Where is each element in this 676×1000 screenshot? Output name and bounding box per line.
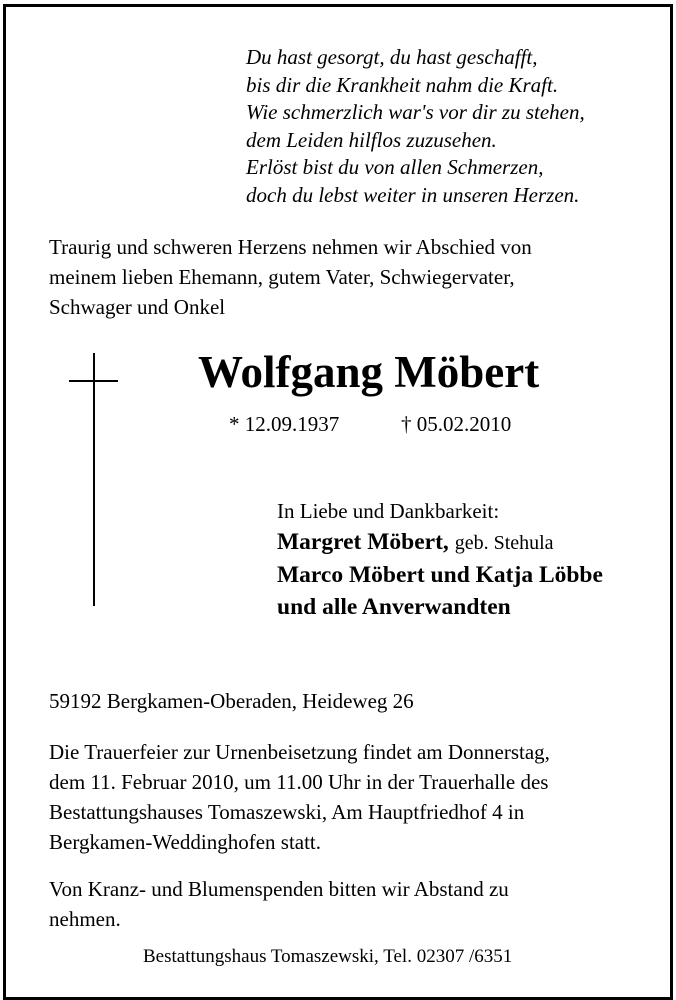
funeral-home-footer: Bestattungshaus Tomaszewski, Tel. 02307 /6351: [143, 946, 513, 967]
poem-line: bis dir die Krankheit nahm die Kraft.: [246, 72, 559, 97]
cross-icon-vertical: [93, 353, 95, 606]
intro-line: Traurig und schweren Herzens nehmen wir Abschied von: [49, 235, 532, 259]
intro-line: meinem lieben Ehemann, gutem Vater, Schwiegervater,: [49, 265, 515, 289]
memorial-poem: [246, 44, 585, 210]
spouse-line: [277, 526, 603, 559]
family-address: 59192 Bergkamen-Oberaden, Heideweg 26: [49, 689, 414, 713]
relatives-line: und alle Anverwandten: [277, 594, 511, 620]
ceremony-line: Die Trauerfeier zur Urnenbeisetzung findet am Donnerstag,: [49, 740, 550, 764]
intro-line: Schwager und Onkel: [49, 295, 226, 319]
spouse-maiden-name: geb. Stehula: [454, 532, 554, 554]
poem-line: Erlöst bist du von allen Schmerzen,: [246, 155, 544, 180]
flowers-line: Von Kranz- und Blumenspenden bitten wir Abstand zu: [49, 877, 509, 901]
deceased-name: Wolfgang Möbert: [198, 347, 540, 397]
poem-line: doch du lebst weiter in unseren Herzen.: [246, 182, 580, 207]
poem-line: Wie schmerzlich war's vor dir zu stehen,: [246, 100, 585, 125]
cross-icon-horizontal: [69, 380, 118, 382]
birth-date: * 12.09.1937: [229, 412, 340, 436]
spouse-name: Margret Möbert,: [277, 529, 449, 555]
ceremony-line: Bergkamen-Weddinghofen statt.: [49, 830, 322, 854]
thanks-line: In Liebe und Dankbarkeit:: [277, 499, 500, 523]
ceremony-line: dem 11. Februar 2010, um 11.00 Uhr in der Trauerhalle des: [49, 770, 549, 794]
poem-line: dem Leiden hilflos zuzusehen.: [246, 127, 497, 152]
death-date: † 05.02.2010: [401, 412, 512, 436]
mourners-block: [277, 496, 603, 623]
ceremony-info: [49, 737, 550, 857]
poem-line: Du hast gesorgt, du hast geschafft,: [246, 45, 538, 69]
ceremony-line: Bestattungshauses Tomaszewski, Am Hauptfriedhof 4 in: [49, 800, 525, 824]
flowers-line: nehmen.: [49, 907, 121, 931]
flowers-request: [49, 874, 509, 934]
farewell-intro: [49, 232, 532, 322]
children-line: Marco Möbert und Katja Löbbe: [277, 562, 603, 588]
